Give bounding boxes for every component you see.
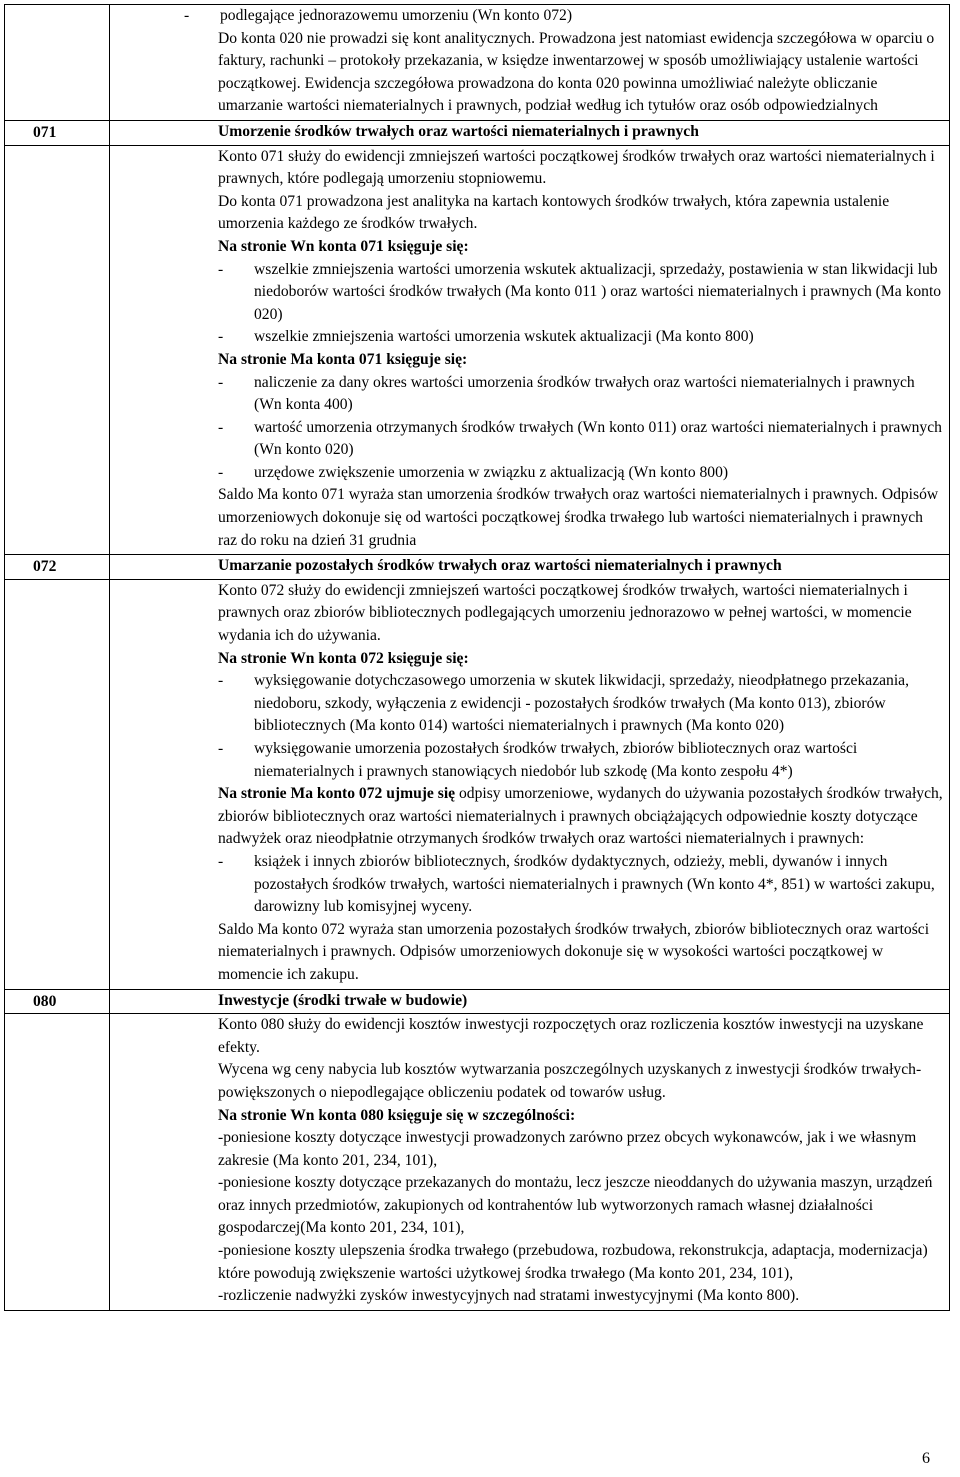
list-item	[218, 851, 943, 919]
saldo-paragraph: Saldo Ma konto 071 wyraża stan umorzenia środków trwałych oraz wartości niematerialnych i prawnych. Odpisów umorzeniowych dokonuje się od wartości początkowej środka trwałego lub wartości niematerialnych i prawnych raz do roku na dzień 31 grudnia	[218, 486, 939, 549]
list-dash: -	[218, 672, 224, 690]
paragraph: -rozliczenie nadwyżki zysków inwestycyjnych nad stratami inwestycyjnymi (Ma konto 800).	[218, 1287, 800, 1305]
list-text: wyksięgowanie umorzenia pozostałych środków trwałych, zbiorów bibliotecznych oraz wartości niematerialnych i prawnych stanowiących niedobór lub szkodę (Ma konto zespołu 4*)	[254, 740, 858, 780]
account-080-header-row	[5, 989, 950, 1014]
account-title: Umarzanie pozostałych środków trwałych oraz wartości niematerialnych i prawnych	[110, 555, 950, 580]
page-number: 6	[922, 1450, 930, 1467]
wn-side-heading: Na stronie Wn konta 080 księguje się w szczególności:	[218, 1106, 576, 1124]
paragraph: Konto 071 służy do ewidencji zmniejszeń wartości początkowej środków trwałych oraz wartości niematerialnych i prawnych, które podlegają umorzeniu stopniowemu.	[218, 147, 935, 188]
ma-side-paragraph	[218, 783, 943, 851]
account-080-body-row	[5, 1014, 950, 1311]
list-item	[218, 462, 943, 485]
paragraph: Konto 080 służy do ewidencji kosztów inwestycji rozpoczętych oraz rozliczenia kosztów inwestycji na uzyskane efekty.	[218, 1016, 924, 1056]
account-number-empty	[5, 1014, 110, 1311]
paragraph: -poniesione koszty dotyczące inwestycji prowadzonych zarówno przez obcych wykonawców, jak i we własnym zakresie (Ma konto 201, 234, 101),	[218, 1129, 917, 1169]
list-dash: -	[218, 852, 224, 870]
list-dash: -	[218, 260, 224, 278]
list-item	[218, 259, 943, 327]
list-text: książek i innych zbiorów bibliotecznych, środków dydaktycznych, odzieży, mebli, dywanów i innych pozostałych środków trwałych, wartości niematerialnych i prawnych (Wn konto 4*, 851) w wartości zakupu, darowizny lub komisyjnej wyceny.	[254, 852, 935, 916]
paragraph: -poniesione koszty dotyczące przekazanych do montażu, lecz jeszcze nieoddanych do używania maszyn, urządzeń oraz innych przedmiotów, zakupionych od kontrahentów lub wytworzonych ramach własnej działalności gospodarczej(Ma konto 201, 234, 101),	[218, 1174, 933, 1237]
list-item	[218, 670, 943, 738]
paragraph: Konto 072 służy do ewidencji zmniejszeń wartości początkowej środków trwałych, wartości niematerialnych i prawnych oraz zbiorów bibliotecznych podlegających umorzeniu jednorazowo w pełnej wartości, w momencie wydania ich do używania.	[218, 581, 912, 645]
account-number-empty	[5, 145, 110, 555]
list-text: wyksięgowanie dotychczasowego umorzenia w skutek likwidacji, sprzedaży, nieodpłatnego przekazania, niedoboru, szkody, wyłączenia z ewidencji - pozostałych środków trwałych (Ma konto 013), zbiorów bibliotecznych (Ma konto 014) wartości niematerialnych i prawnych (Ma konto 020)	[254, 672, 909, 735]
account-number: 071	[5, 120, 110, 145]
account-072-header-row	[5, 555, 950, 580]
intro-row	[5, 5, 950, 121]
account-071-body-row	[5, 145, 950, 555]
list-dash: -	[218, 328, 224, 346]
intro-num-cell	[5, 5, 110, 121]
account-number: 080	[5, 989, 110, 1014]
list-dash: -	[218, 740, 224, 757]
ma-side-text: odpisy umorzeniowe, wydanych do używania pozostałych środków trwałych, zbiorów bibliotecznych oraz wartości niematerialnych i prawnych obciążających odpowiednie koszty dotyczące nadwyżek oraz nieodpłatnie otrzymanych środków trwałych oraz wartości niematerialnych i prawnych:	[218, 785, 943, 848]
list-text: naliczenie za dany okres wartości umorzenia środków trwałych oraz wartości niematerialnych i prawnych (Wn konta 400)	[254, 373, 915, 414]
account-number: 072	[5, 555, 110, 580]
wn-side-heading: Na stronie Wn konta 071 księguje się:	[218, 237, 469, 255]
account-071-description	[110, 145, 950, 555]
intro-text-cell	[110, 5, 950, 121]
paragraph: Wycena wg ceny nabycia lub kosztów wytwarzania poszczególnych uzyskanych z inwestycji środków trwałych-powiększonych o niepodlegające obliczeniu podatek od towarów usług.	[218, 1061, 922, 1101]
account-071-header-row	[5, 120, 950, 145]
list-text: wszelkie zmniejszenia wartości umorzenia wskutek aktualizacji, sprzedaży, postawienia w stan likwidacji lub niedoborów wartości środków trwałych (Ma konto 011 ) oraz wartości niematerialnych i prawnych (Ma konto 020)	[254, 260, 942, 323]
list-text: podlegające jednorazowemu umorzeniu (Wn konto 072)	[220, 7, 573, 24]
list-item	[184, 5, 943, 28]
list-dash: -	[218, 373, 224, 391]
account-072-body-row	[5, 579, 950, 989]
account-080-description	[110, 1014, 950, 1311]
account-title: Umorzenie środków trwałych oraz wartości niematerialnych i prawnych	[110, 120, 950, 145]
list-dash: -	[184, 7, 190, 24]
list-text: wszelkie zmniejszenia wartości umorzenia wskutek aktualizacji (Ma konto 800)	[254, 328, 754, 346]
list-dash: -	[218, 418, 224, 436]
paragraph: Do konta 020 nie prowadzi się kont analitycznych. Prowadzona jest natomiast ewidencja szczegółowa w oparciu o faktury, rachunki – protokoły przekazania, w księdze inwentarzowej w sposób umożliwiający ustalenie wartości początkowej. Ewidencja szczegółowa prowadzona do konta 020 powinna umożliwiać należyte obliczanie umarzanie wartości niematerialnych i prawnych, podział według ich tytułów oraz osób odpowiedzialnych	[218, 29, 935, 115]
accounts-table	[4, 4, 950, 1311]
list-dash: -	[218, 463, 224, 481]
wn-side-heading: Na stronie Wn konta 072 księguje się:	[218, 649, 469, 667]
list-item	[218, 372, 943, 417]
account-072-description	[110, 579, 950, 989]
list-text: wartość umorzenia otrzymanych środków trwałych (Wn konto 011) oraz wartości niematerialnych i prawnych (Wn konto 020)	[254, 418, 942, 459]
paragraph: Do konta 071 prowadzona jest analityka na kartach kontowych środków trwałych, która zapewnia ustalenie umorzenia każdego ze środków trwałych.	[218, 192, 890, 233]
list-text: urzędowe zwiększenie umorzenia w związku z aktualizacją (Wn konto 800)	[254, 463, 729, 481]
list-item	[218, 417, 943, 462]
account-number-empty	[5, 579, 110, 989]
list-item	[218, 738, 943, 783]
saldo-paragraph: Saldo Ma konto 072 wyraża stan umorzenia pozostałych środków trwałych, zbiorów bibliotecznych oraz wartości niematerialnych i prawnych. Odpisów umorzeniowych dokonuje się w wysokości wartości początkowej w momencie ich zakupu.	[218, 920, 930, 983]
ma-side-heading: Na stronie Ma konto 072 ujmuje się	[218, 785, 456, 803]
paragraph: -poniesione koszty ulepszenia środka trwałego (przebudowa, rozbudowa, rekonstrukcja, adaptacja, modernizacja) które powodują zwiększenie wartości użytkowej środka trwałego (Ma konto 201, 234, 101),	[218, 1242, 928, 1282]
list-item	[218, 326, 943, 349]
account-title: Inwestycje (środki trwałe w budowie)	[110, 989, 950, 1014]
ma-side-heading: Na stronie Ma konta 071 księguje się:	[218, 350, 468, 368]
